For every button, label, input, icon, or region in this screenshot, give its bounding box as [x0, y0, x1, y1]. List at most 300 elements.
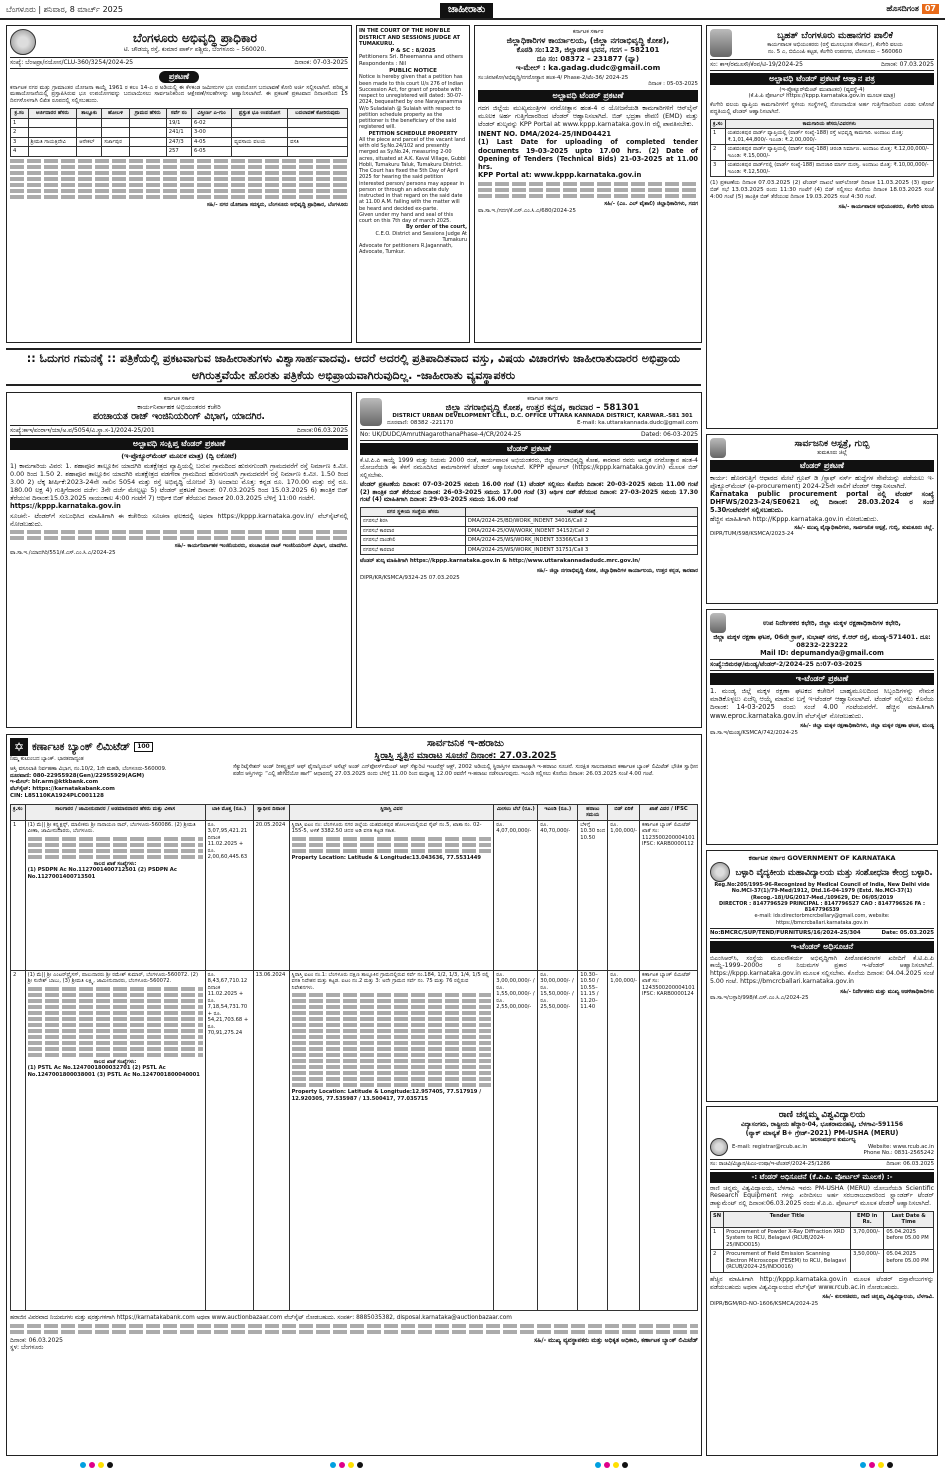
table-cell: Procurement of Field Emission Scanning Electron Microscope (FESEM) to RCU, Belagavi (RCUB/2024-25/INDO016): [724, 1250, 851, 1273]
karwar-date: Dated: 06-03-2025: [641, 431, 698, 439]
court-petitioners: Petitioners Sri. Bheemanna and others: [359, 54, 464, 60]
bmcrc-notice-label: ಇ-ಟೆಂಡರ್ ಅಧಿಸೂಚನೆ: [710, 941, 934, 953]
court-schedule-title: PETITION SCHEDULE PROPERTY: [368, 130, 458, 137]
table-cell: ವ್ಯವಸಾಯ ವಲಯ: [232, 137, 288, 147]
karwar-masthead: [360, 396, 698, 427]
table-cell: ವಸತಿ: [288, 137, 348, 147]
bbmp-address: ನಂ. 5 ಎ, ಬಿಬಿಎಂಪಿ ಕಟ್ಟಡ, ಕೆಂಗೇರಿ ಉಪನಗರ, ಬೆಂಗಳೂರು – 560060: [767, 48, 903, 55]
table-cell: ನಗರಸಭೆ ದಾಂಡೇಲಿ: [361, 536, 466, 546]
court-given: Given under my hand and seal of this court on this 7th day of march 2025.: [359, 211, 454, 225]
yadgir-portal: https://kppp.karnataka.gov.in: [10, 502, 121, 511]
bmcrc-ref: No:BMCRC/SUP/TEND/FURNITURS/16/2024-25/304: [710, 929, 861, 936]
bmcrc-reg: Reg.No:205/1995-96-Recognized by Medical Council of India, New Delhi vide No.MCI-37(1)/79-Med/1912, Dtd.16-04-1979 (Estd. No.MCI-37(1)(Recog.-18)/UG/2017-Med./109629, Dt: 06/05/2019: [714, 882, 930, 901]
karnataka-emblem-icon: [360, 398, 382, 426]
bank-date: ದಿನಾಂಕ: 06.03.2025: [10, 1336, 63, 1344]
table-cell: 3-00: [192, 128, 232, 138]
bank-row-property-cell: [289, 970, 494, 1310]
bank-row-possession: 20.05.2024: [253, 820, 289, 970]
karwar-phone: ದೂರವಾಣಿ: 08382 -221170: [387, 420, 454, 427]
print-registration-marks-left: [80, 1462, 113, 1468]
mandya-ref: ಸಂಖ್ಯೆ:ಜಿಮರಘ/ಮಂಡ್ಯ/ಟೆಂಡರ್-2/2024-25 ದಿ:07-03-2025: [710, 659, 934, 671]
rcub-address: ವಿದ್ಯಾಸಂಗಮ, ರಾಷ್ಟ್ರೀಯ ಹೆದ್ದಾರಿ-04, ಭೂತರಾಮನಹಟ್ಟಿ, ಬೆಳಗಾವಿ-591156: [740, 1121, 904, 1129]
table-cell: [232, 128, 288, 138]
court-advocate: Advocate for petitioners R.Jagannath, Advocate, Tumkur.: [359, 243, 453, 256]
bank-address: ಆಸ್ತಿ ವಸೂಲಾತಿ ನಿರ್ವಹಣಾ ವಿಭಾಗ, ನಂ.10/2, 1ನೇ ಮಹಡಿ, ಬೆಂಗಳೂರು-560009.: [10, 765, 167, 772]
header-section-label: ಜಾಹೀರಾತು: [440, 3, 493, 18]
bda-th: ಬದಲಾವಣೆ ಕೋರಿರುವುದು: [288, 109, 348, 119]
karwar-links: ಟೆಂಡರ್ ಶುಲ್ಕ ಮಾಹಿತಿಗಾಗಿ https://kppp.karnataka.gov.in & http://www.uttarakannadadudc.mrc.gov.in/: [360, 558, 641, 565]
table-cell: [77, 147, 102, 157]
rcub-date: ದಿನಾಂಕ: 06.03.2025: [886, 1161, 934, 1168]
bank-row-borrower-cell: [25, 970, 205, 1310]
table-cell: 05.04.2025 before 05.00 PM: [884, 1250, 934, 1273]
bank-th: ಖಾತೆ ವಿವರ / IFSC: [640, 804, 698, 820]
bda-masthead: [10, 29, 348, 55]
table-cell: 05.04.2025 before 05.00 PM: [884, 1227, 934, 1250]
rcub-naac: (ನ್ಯಾಕ್ ಮಾನ್ಯತೆ B+ ಗ್ರೇಡ್-2021) PM-USHA (MERU): [745, 1128, 899, 1137]
rcub-footer: ಸಹಿ/- ಕುಲಸಚಿವರು, ರಾಣಿ ಚನ್ನಮ್ಮ ವಿಶ್ವವಿದ್ಯಾಲಯ, ಬೆಳಗಾವಿ.: [822, 1294, 934, 1301]
karwar-ref-line: [360, 429, 698, 441]
bda-th: ಅರ್ಜಿದಾರರ ಹೆಸರು: [28, 109, 77, 119]
table-row: [11, 820, 698, 970]
table-cell: [102, 118, 129, 128]
bbmp-th: ಕಾಮಗಾರಿಯ ಹೆಸರು/ವಿವರಗಳು: [725, 119, 933, 129]
karwar-contact-line: [387, 420, 698, 427]
table-cell: 257: [166, 147, 191, 157]
court-schedule: All the piece and parcel of the vacant land with old Sy.No.24/102 and presently merged as Sy.No.24, measuring 2-00 acres, situated at A.K. Kaval Village, Gubbi Hobli, Tumakuru Taluk, Tumakuru District.: [359, 136, 466, 168]
bank-row-accounts: (1) PSDPN Ac No.1127001400712501 (2) PSDPN Ac No.1127001400713501: [27, 867, 177, 880]
bmcrc-body: ಬಿಎಂಸಿಆರ್‌ಸಿ, ಸಂಸ್ಥೆಯ ಮೂಲಸೌಕರ್ಯ ಅಭಿವೃದ್ಧಿಗಾಗಿ ಪೀಠೋಪಕರಣಗಳ ಖರೀದಿಗೆ ಕೆ.ಟಿ.ಪಿ.ಪಿ ಕಾಯ್ದೆ-1999–2000ರ ರ ನಿಯಮಗಳ ಪ್ರಕಾರ ಇ-ಟೆಂಡರ್ ಆಹ್ವಾನಿಸಲಾಗಿದೆ. https://kppp.karnataka.gov.in ಮೂಲಕ ಸಲ್ಲಿಸಬೇಕು. ಕೊನೆಯ ದಿನಾಂಕ: 04.04.2025 ಸಂಜೆ 5.00 ಗಂಟೆ. https://bmcrcballari.karnataka.gov.in: [710, 954, 934, 985]
bda-th: ಹೋಬಳಿ: [102, 109, 129, 119]
bank-row-increment: ರೂ. 1,00,000/-: [608, 820, 640, 970]
table-cell: Procurement of Powder X-Ray Diffraction XRD System to RCU, Belagavi (RCUB/2024-25/INDO015): [724, 1227, 851, 1250]
rcub-ref: ಸಂ: ರಾಚವಿ/ವಿಜ್ಞಾನ/ಪಿಎಂ-ಉಷಾ/ಇ-ಟೆಂಡರ್/2024-25/1286: [710, 1161, 831, 1168]
bank-row-accounts-label: ಸಾಲದ ಖಾತೆ ಸಂಖ್ಯೆಗಳು:: [93, 860, 137, 867]
masthead-name: ಹೊಸದಿಗಂತ: [886, 4, 919, 13]
court-sign: C.E.O. District and Sessions Judge At Tumakuru: [375, 230, 467, 243]
bda-th: ಗ್ರಾಮದ ಹೆಸರು: [129, 109, 166, 119]
gubbi-title: ಸಾರ್ವಜನಿಕ ಆಸ್ಪತ್ರೆ, ಗುಬ್ಬಿ: [794, 439, 870, 449]
table-cell: [28, 128, 77, 138]
bank-th: ಹರಾಜು ಸಮಯ: [578, 804, 608, 820]
table-cell: ಆನೇಕಲ್: [77, 137, 102, 147]
bda-th: ಸರ್ವೆ ನಂ: [166, 109, 191, 119]
rcub-phone: Phone No.: 0831-2565242: [863, 1150, 934, 1157]
karwar-notice: [356, 392, 702, 728]
print-registration-marks-right: [860, 1462, 893, 1468]
bank-place: ಸ್ಥಳ: ಬೆಂಗಳೂರು: [10, 1344, 44, 1352]
print-dot-icon: [330, 1462, 336, 1468]
page-number: 07: [922, 4, 939, 14]
yadgir-gov: ಕರ್ನಾಟಕ ಸರ್ಕಾರ: [163, 396, 195, 402]
print-dot-icon: [595, 1462, 601, 1468]
print-dot-icon: [339, 1462, 345, 1468]
bank-row-accounts-label: ಸಾಲದ ಖಾತೆ ಸಂಖ್ಯೆಗಳು:: [93, 1058, 137, 1065]
bank-row-account: ಕರ್ಣಾಟಕ ಬ್ಯಾಂಕ್ ಲಿಮಿಟೆಡ್ ಖಾತೆ ಸಂ: 1243500200004101 IFSC: KARB0000124: [640, 970, 698, 1310]
table-row: [711, 1250, 934, 1273]
bank-row-borrower-cell: [25, 820, 205, 970]
print-dot-icon: [860, 1462, 866, 1468]
bank-phone: ದೂರವಾಣಿ: 080-22955928(Gen)/22955929(AGM): [10, 772, 145, 779]
bank-row-property: ಸ್ಥಿರಾಸ್ತಿ ಐಟಂ ನಂ.1: ಬೆಂಗಳೂರು ದಕ್ಷಿಣ ತಾಲ್ಲೂಕಿನ ಗ್ರಾಮದಲ್ಲಿರುವ ಸರ್ವೆ ನಂ.184, 1/2, 1/3, 1/4, 1/5 ರಲ್ಲಿ ವಸತಿ ನಿವೇಶನ ಮತ್ತು ಕಟ್ಟಡ. ಐಟಂ ನಂ.2 ಮತ್ತು 3: ಅದೇ ಗ್ರಾಮದ ಸರ್ವೆ ನಂ. 75 ಮತ್ತು 76 ರಲ್ಲಿರುವ ನಿವೇಶನಗಳು.: [291, 971, 489, 991]
gubbi-portal: Karnataka public procurement portal ನಲ್ಲಿ ಟೆಂಡರ್ ಸಂಖ್ಯೆ DHFWS/2023-24/SE0621 ರಲ್ಲಿ ದಿನಾಂಕ: 28.03.2024 ರ ಸಂಜೆ 5.30ಗಂಟೆವರೆಗೆ ಸಲ್ಲಿಸಬಹುದು.: [710, 490, 934, 515]
yadgir-note: ಸೂಚನೆ:- ಟೆಂಡರ್‌ಗೆ ಸಂಬಂಧಿಸಿದ ಮಾಹಿತಿಗಾಗಿ ಈ ಕಚೇರಿಯ ಸೂಚನಾ ಫಲಕದಲ್ಲಿ ಅಥವಾ https://kppp.karnataka.gov.in/ ವೆಬ್‌ಸೈಟ್‌ನಲ್ಲಿ ನೋಡಬಹುದು.: [10, 512, 348, 529]
yadgir-date: ದಿನಾಂಕ:06.03.2025: [296, 426, 348, 434]
table-cell: [28, 118, 77, 128]
rcub-th: Tender Title: [724, 1211, 851, 1227]
gubbi-footer: ಸಹಿ/- ಮುಖ್ಯ ವೈದ್ಯಾಧಿಕಾರಿಗಳು, ಸಾರ್ವಜನಿಕ ಆಸ್ಪತ್ರೆ, ಗುಬ್ಬಿ, ತುಮಕೂರು ಜಿಲ್ಲೆ.: [794, 524, 934, 531]
gubbi-notice: [706, 434, 938, 604]
bbmp-emblem-icon: [710, 29, 732, 57]
court-heading: IN THE COURT OF THE HON'BLE DISTRICT AND SESSIONS JUDGE AT TUMAKURU.: [359, 28, 461, 47]
bbmp-table: [710, 119, 934, 178]
bda-logo-icon: [10, 29, 36, 55]
bmcrc-footer: ಸಹಿ/- ನಿರ್ದೇಶಕರು ಮತ್ತು ಮುಖ್ಯ ಆಡಳಿತಾಧಿಕಾರಿಗಳು: [840, 988, 934, 995]
print-dot-icon: [98, 1462, 104, 1468]
gadag-dipr: ವಾ.ಸಾ.ಇ./ಗದಗ/ಕೆ.ಎಸ್.ಎಂ.ಸಿ.ಎ/680/2024-25: [478, 207, 576, 214]
yadgir-notice: [6, 392, 352, 728]
bank-auction-sub: ಸ್ಥಿರಾಸ್ತಿ ಸ್ವತ್ತಿನ ಮಾರಾಟ ಸೂಚನೆ ದಿನಾಂಕ: 27.03.2025: [374, 750, 557, 761]
bank-row-account: ಕರ್ಣಾಟಕ ಬ್ಯಾಂಕ್ ಲಿಮಿಟೆಡ್ ಖಾತೆ ಸಂ: 1123500200004101 IFSC: KARB0000112: [640, 820, 698, 970]
table-row: [711, 1227, 934, 1250]
court-case-no: P & SC : 8/2025: [390, 47, 436, 54]
court-hearing: The Court has fixed the 5th Day of April 2025 for hearing the said petition interested person/ persons may appear in person or through an advocate duly instructed in that regard on the said date at 11.00 A.M. failing with the matter will be heard and decided ex-parte.: [359, 168, 465, 212]
table-cell: 4-05: [192, 137, 232, 147]
bbmp-ref-line: [710, 59, 934, 71]
bbmp-ref: ಸಂ: ಕಾಇ/ರಮೂಸೌ/ಕೆಂವ/ಟಿ-19/2024-25: [710, 61, 803, 68]
bank-sign: ಸಹಿ/- ಮುಖ್ಯ ವ್ಯವಸ್ಥಾಪಕರು ಮತ್ತು ಅಧಿಕೃತ ಅಧಿಕಾರಿ, ಕರ್ಣಾಟಕ ಬ್ಯಾಂಕ್ ಲಿಮಿಟೆಡ್: [534, 1336, 698, 1344]
table-cell: [232, 147, 288, 157]
table-row: [361, 526, 698, 536]
print-registration-marks-mid: [595, 1462, 628, 1468]
table-cell: ಯಶವಂತಪುರ ವಾರ್ಡ್ ವ್ಯಾಪ್ತಿಯಲ್ಲಿ (ವಾರ್ಡ್ ಸಂಖ್ಯೆ-188) ಚರಂಡಿ ನಿರ್ಮಾಣ. ಅಂದಾಜು ಮೊತ್ತ: ₹.12,00,000/- ಇಎಂಡಿ: ₹.15,000/-: [725, 145, 933, 161]
court-notice: [356, 25, 470, 343]
bbmp-table-header: [711, 119, 934, 129]
bank-row-property: ಸ್ಥಿರಾಸ್ತಿ ಐಟಂ ನಂ: ಬೆಂಗಳೂರು ನಗರ ಜಿಲ್ಲೆಯ ಯಶವಂತಪುರ ಹೋಬಳಿಯಲ್ಲಿರುವ ಸೈಟ್ ನಂ.5, ಖಾತಾ ನಂ. 02-155-5, ಅಳತೆ 3382.50 ಚದರ ಅಡಿ ವಸತಿ ಕಟ್ಟಡ ಸಹಿತ.: [291, 821, 482, 834]
bda-date: ದಿನಾಂಕ: 07-03-2025: [294, 59, 348, 66]
table-cell: [129, 128, 166, 138]
yadgir-sub: (ಇ-ಪ್ರೊಕ್ಯೂರ್‌ಮೆಂಟ್ ಮೂಲಕ ಮಾತ್ರ) (ದ್ವಿ ಲಕೋಟೆ): [121, 452, 237, 461]
karwar-notice-label: ಟೆಂಡರ್ ಪ್ರಕಟಣೆ: [360, 443, 698, 455]
print-dot-icon: [878, 1462, 884, 1468]
bank-intro: ಸೆಕ್ಯುರಿಟೈಸೇಶನ್ ಅಂಡ್ ರೀಕನ್ಸ್ಟ್ರಕ್ಷನ್ ಆಫ್ ಫೈನಾನ್ಶಿಯಲ್ ಅಸೆಟ್ಸ್ ಅಂಡ್ ಎನ್‌ಫೋರ್ಸ್‌ಮೆಂಟ್ ಆಫ್ ಸೆಕ್ಯುರಿಟಿ ಇಂಟರೆಸ್ಟ್ ಆಕ್ಟ್, 2002 ಅಡಿಯಲ್ಲಿ ಸ್ಥಿರಾಸ್ತಿಗಳ ಮಾರಾಟಕ್ಕಾಗಿ ಇ-ಹರಾಜು ಸೂಚನೆ. ಸುರಕ್ಷಿತ ಸಾಲದಾತರಾದ ಕರ್ಣಾಟಕ ಬ್ಯಾಂಕ್ ಲಿಮಿಟೆಡ್ ಭೌತಿಕ ಸ್ವಾಧೀನ ಪಡೆದ ಆಸ್ತಿಗಳನ್ನು “ಎಲ್ಲಿ ಹೇಗಿದೆಯೋ ಹಾಗೆ” ಆಧಾರದಲ್ಲಿ 27.03.2025 ರಂದು ಬೆಳಿಗ್ಗೆ 11.00 ರಿಂದ ಮಧ್ಯಾಹ್ನ 12.00 ರವರೆಗೆ ಇ-ಹರಾಜು ನಡೆಸಲಾಗುವುದು. ಇಎಂಡಿ ಸಲ್ಲಿಸಲು ಕೊನೆಯ ದಿನಾಂಕ: 26.03.2025 ಸಂಜೆ 4.00 ಗಂಟೆ.: [233, 763, 698, 777]
karwar-th: ಇಂಡೆಂಟ್ ಸಂಖ್ಯೆ: [465, 507, 697, 517]
table-cell: ನಗರಸಭೆ ಶಿರಸಿ: [361, 517, 466, 527]
mandya-emblem-icon: [710, 613, 726, 633]
rcub-th: EMD in Rs.: [851, 1211, 884, 1227]
table-cell: DMA/2024-25/WS/WORK_INDENT 31751/Call 3: [465, 545, 697, 555]
karwar-footer: ಸಹಿ/- ಜಿಲ್ಲಾ ನಗರಾಭಿವೃದ್ಧಿ ಕೋಶ, ಜಿಲ್ಲಾಧಿಕಾರಿಗಳ ಕಾರ್ಯಾಲಯ, ಉತ್ತರ ಕನ್ನಡ, ಕಾರವಾರ: [536, 567, 698, 574]
bbmp-body: ಕೆಂಗೇರಿ ವಲಯ ವ್ಯಾಪ್ತಿಯ ಕಾಮಗಾರಿಗಳಿಗೆ ಸ್ಥಳೀಯ ಸಂಸ್ಥೆಗಳಲ್ಲಿ ನೋಂದಾಯಿತ ಅರ್ಹ ಗುತ್ತಿಗೆದಾರರಿಂದ ಎರಡು ಲಕೋಟೆ ಪದ್ಧತಿಯಲ್ಲಿ ಟೆಂಡರ್ ಆಹ್ವಾನಿಸಲಾಗಿದೆ.: [710, 102, 934, 115]
print-dot-icon: [357, 1462, 363, 1468]
bda-notice-label: ಪ್ರಕಟಣೆ: [159, 71, 199, 83]
table-cell: 1: [711, 1227, 724, 1250]
bank-tag: ನಿಮ್ಮ ಕುಟುಂಬದ ಬ್ಯಾಂಕ್. ಭಾರತದಾದ್ಯಂತ: [10, 756, 84, 762]
table-cell: 6-02: [192, 118, 232, 128]
table-cell: 1: [711, 129, 726, 145]
table-row: [711, 129, 934, 145]
gadag-notice-label: ಅಲ್ಪಾವಧಿ ಟೆಂಡರ್ ಪ್ರಕಟಣೆ: [478, 90, 698, 102]
bda-address: ಟಿ. ಚೌಡಯ್ಯ ರಸ್ತೆ, ಕುಮಾರ ಪಾರ್ಕ್ ಪಶ್ಚಿಮ, ಬೆಂಗಳೂರು – 560020.: [123, 45, 267, 53]
bank-row-reserve: ರೂ. 3,00,00,000/- / ರೂ. 1,55,00,000/- / ರೂ. 2,55,00,000/-: [494, 970, 538, 1310]
bbmp-notice-label: ಅಲ್ಪಾವಧಿ ಟೆಂಡರ್ ಪ್ರಕಟಣೆ ಆಹ್ವಾನ ಪತ್ರ: [710, 73, 934, 85]
print-dot-icon: [107, 1462, 113, 1468]
bmcrc-title: ಬಳ್ಳಾರಿ ವೈದ್ಯಕೀಯ ಮಹಾವಿದ್ಯಾಲಯ ಮತ್ತು ಸಂಶೋಧನಾ ಕೇಂದ್ರ ಬಳ್ಳಾರಿ.: [735, 866, 933, 877]
table-row: [711, 161, 934, 177]
table-cell: [129, 118, 166, 128]
mandya-masthead: [710, 613, 934, 633]
rcub-dipr: DIPR/BGM/RO-NO-1606/KSMCA/2024-25: [710, 1301, 819, 1308]
bank-row-latlong: Property Location: Latitude & Longitude:12.957405, 77.517919 / 12.920305, 77.535987 / 13.500417, 77.035715: [291, 1089, 482, 1102]
table-row: [11, 970, 698, 1310]
bank-footer-note: ಹರಾಜಿನ ವಿವರವಾದ ನಿಯಮಗಳು ಮತ್ತು ಷರತ್ತುಗಳಿಗಾಗಿ https://karnatakabank.com ಅಥವಾ www.auctionbazaar.com ವೆಬ್‌ಸೈಟ್ ನೋಡಬಹುದು. ಸಂಪರ್ಕ: 8885035382, disposal.karnataka@auctionbazaar.com: [10, 1314, 512, 1321]
bda-th: ತಾಲ್ಲೂಕು: [77, 109, 102, 119]
yadgir-dipr: ವಾ.ಸಾ.ಇ./ಯಾದಗಿರಿ/551/ಕೆ.ಎಸ್.ಎಂ.ಸಿ.ಎ/2024-25: [10, 550, 116, 557]
table-cell: 3: [711, 161, 726, 177]
bda-title: ಬೆಂಗಳೂರು ಅಭಿವೃದ್ಧಿ ಪ್ರಾಧಿಕಾರ: [133, 30, 257, 45]
mandya-notice: [706, 609, 938, 845]
bank-row-dues: ರೂ. 8,43,67,710.12 ದಿನಾಂಕ 11.02.2025 + ರೂ. 7,18,54,731.70 + ರೂ. 54,21,703.68 + ರೂ. 70,91,275.24: [205, 970, 253, 1310]
bank-masthead: [10, 738, 698, 800]
rcub-ref-line: [710, 1159, 934, 1170]
rcub-portal: ಹೆಚ್ಚಿನ ಮಾಹಿತಿಗಾಗಿ http://kppp.karnataka.gov.in ಮೂಲಕ ಟೆಂಡರ್ ದಸ್ತಾವೇಜುಗಳನ್ನು ಪಡೆಯಬಹುದು ಅಥವಾ ವಿಶ್ವವಿದ್ಯಾಲಯದ ವೆಬ್‌ಸೈಟ್ www.rcub.ac.in ನೋಡಬಹುದು.: [710, 1275, 934, 1291]
gubbi-website: ಹೆಚ್ಚಿನ ಮಾಹಿತಿಗಾಗಿ http://Kppp.karnataka.gov.in ನೋಡಬಹುದು.: [710, 514, 879, 523]
bmcrc-ref-line: [710, 928, 934, 939]
rcub-body: ರಾಣಿ ಚನ್ನಮ್ಮ ವಿಶ್ವವಿದ್ಯಾಲಯ, ಬೆಳಗಾವಿ ಇವರು PM-USHA (MERU) ಯೋಜನೆಯಡಿ Scientific Research Equipment ಗಳನ್ನು ಖರೀದಿಸಲು ಅರ್ಹ ಸರಬರಾಜುದಾರರಿಂದ ಸ್ಟ್ಯಾಂಡರ್ಡ್ ಟೆಂಡರ್ ಡಾಕ್ಯುಮೆಂಟ್ ನಲ್ಲಿ ದಿನಾಂಕ:06.03.2025 ರಂದು ಕೆ.ಪಿ.ಪಿ. ಪೋರ್ಟಲ್ ಮೂಲಕ ಟೆಂಡರ್ ಆಹ್ವಾನಿಸಲಾಗಿದೆ.: [710, 1184, 934, 1208]
gadag-dates: (1) Last Date for uploading of completed tender documents 19-03-2025 upto 17.00 hrs. (2) Date of Opening of Tenders (Technical Bids) 21-03-2025 at 11.00 hrs.: [478, 138, 698, 172]
bbmp-notice: [706, 25, 938, 429]
karwar-title: ಜಿಲ್ಲಾ ನಗರಾಭಿವೃದ್ಧಿ ಕೋಶ, ಉತ್ತರ ಕನ್ನಡ, ಕಾರವಾರ – 581301: [445, 402, 640, 413]
bmcrc-logo-icon: [710, 862, 730, 882]
gadag-notice: [474, 25, 702, 343]
bank-row-time: ಬೆಳಿಗ್ಗೆ 10.30 ರಿಂದ 10.50: [578, 820, 608, 970]
bank-row-borrower: (1) ಮೆ|| ಶ್ರೀ ಕನ್ಸ್ಟ್ರಕ್ಷನ್ಸ್, ಮಾಲೀಕರು ಶ್ರೀ ನಾರಾಯಣ ರಾವ್, ಬೆಂಗಳೂರು-560086. (2) ಶ್ರೀಮತಿ ವೀಣಾ, ಜಾಮೀನುದಾರರು, ಬೆಂಗಳೂರು.: [27, 821, 196, 834]
table-cell: [28, 147, 77, 157]
header-dateline: ಬೆಂಗಳೂರು | ಶನಿವಾರ, 8 ಮಾರ್ಚ್ 2025: [6, 5, 123, 14]
table-row: [361, 536, 698, 546]
bank-row-borrower: (1) ಮೆ|| ಶ್ರೀ ಎಂಟರ್‌ಪ್ರೈಸಸ್, ಪಾಲುದಾರರು ಶ್ರೀ ರಮೇಶ್ ಕುಮಾರ್, ಬೆಂಗಳೂರು-560072. (2) ಶ್ರೀ ಸುರೇಶ್ ಬಾಬು, (3) ಶ್ರೀಮತಿ ಲಕ್ಷ್ಮಿ, ಜಾಮೀನುದಾರರು, ಬೆಂಗಳೂರು-560072.: [27, 971, 198, 984]
gadag-body: ಗದಗ ಜಿಲ್ಲೆಯ ಮುಖ್ಯಮಂತ್ರಿಗಳ ನಗರೋತ್ಥಾನ ಹಂತ-4 ರ ಯೋಜನೆಯಡಿ ಕಾಮಗಾರಿಗಳಿಗೆ ಆನ್‌ಲೈನ್ ಮೂಲಕ ಅರ್ಹ ಗುತ್ತಿಗೆದಾರರಿಂದ ಟೆಂಡರ್ ಆಹ್ವಾನಿಸಲಾಗಿದೆ. ಬಿಡ್ ಭದ್ರತಾ ಠೇವಣಿ (EMD) ಮತ್ತು ಟೆಂಡರ್ ಶುಲ್ಕವನ್ನು KPP Portal at www.kppp.karnataka.gov.in ರಲ್ಲಿ ಪಾವತಿಸಬೇಕು.: [478, 104, 698, 128]
bank-th: ಬಾಕಿ ಮೊತ್ತ (ರೂ.): [205, 804, 253, 820]
rcub-table-header: [711, 1211, 934, 1227]
table-cell: ಯಶವಂತಪುರ ವಾರ್ಡ್ ವ್ಯಾಪ್ತಿಯಲ್ಲಿ (ವಾರ್ಡ್ ಸಂಖ್ಯೆ-188) ರಸ್ತೆ ಅಭಿವೃದ್ಧಿ ಕಾಮಗಾರಿ. ಅಂದಾಜು ಮೊತ್ತ: ₹.1,01,44,800/- ಇಎಂಡಿ: ₹.2,00,000/-: [725, 129, 933, 145]
table-cell: 3,70,000/-: [851, 1227, 884, 1250]
court-body: Notice is hereby given that a petition has been made to this court U/s 276 of Indian Succession Act, for grant of probate with respect to unregistered will dated: 30-07-2024, bequeathed by one Narayanamma W/o Suladaiah @ Sulaiah with respect to petition schedule property as the petitioner is the beneficiary of the said registered will.: [359, 74, 464, 131]
bank-row-increment: ರೂ. 1,00,000/-: [608, 970, 640, 1310]
gubbi-masthead: [710, 438, 934, 458]
gadag-phone: ದೂ ಸಂ: 08372 – 231877 (ಫ್ಯಾ): [536, 54, 640, 63]
gubbi-district: ತುಮಕೂರು ಜಿಲ್ಲೆ: [817, 450, 847, 457]
gadag-gov: ಕರ್ನಾಟಕ ಸರ್ಕಾರ: [572, 29, 604, 35]
table-cell: ಸರ್ಜಾಪುರ: [102, 137, 129, 147]
rcub-title: ರಾಣಿ ಚನ್ನಮ್ಮ ವಿಶ್ವವಿದ್ಯಾಲಯ: [778, 1110, 866, 1120]
rcub-th: Last Date & Time: [884, 1211, 934, 1227]
table-row: [11, 118, 348, 128]
bank-row-property-cell: [289, 820, 494, 970]
bank-th: ಇಎಂಡಿ (ರೂ.): [538, 804, 578, 820]
mandya-address: ಜಿಲ್ಲಾ ಮಕ್ಕಳ ರಕ್ಷಣಾ ಘಟಕ, 06ನೇ ಕ್ರಾಸ್, ಸುಭಾಷ್ ನಗರ, ಕೆ.ಆರ್ ರಸ್ತೆ, ಮಂಡ್ಯ-571401. ದೂ: 08232-223222: [713, 633, 931, 649]
bbmp-masthead: [710, 29, 934, 57]
table-cell: 247/3: [166, 137, 191, 147]
bda-table-header: [11, 109, 348, 119]
table-row: [11, 137, 348, 147]
table-cell: [102, 147, 129, 157]
bank-auction-title: ಸಾರ್ವಜನಿಕ ಇ-ಹರಾಜು: [426, 738, 504, 749]
print-dot-icon: [604, 1462, 610, 1468]
print-dot-icon: [613, 1462, 619, 1468]
bank-name: ಕರ್ಣಾಟಕ ಬ್ಯಾಂಕ್ ಲಿಮಿಟೆಡ್: [32, 740, 131, 753]
rcub-logo-icon: [710, 1138, 728, 1156]
bda-footer: ಸಹಿ/- ನಗರ ಯೋಜನಾ ಸದಸ್ಯರು, ಬೆಂಗಳೂರು ಅಭಿವೃದ್ಧಿ ಪ್ರಾಧಿಕಾರ, ಬೆಂಗಳೂರು: [206, 201, 348, 208]
gadag-portal: KPP Portal at: www.kppp.karnataka.gov.in: [478, 171, 642, 180]
bbmp-portal: (ಕೆ.ಪಿ.ಪಿ ಪೋರ್ಟಲ್ https://kppp.karnataka.gov.in ಮೂಲಕ ಮಾತ್ರ): [748, 93, 896, 100]
bank-table: [10, 804, 698, 1311]
bank-th: ಕ್ರ.ಸಂ: [11, 804, 26, 820]
page-header: [0, 0, 945, 20]
rcub-email: E-mail: registrar@rcub.ac.in: [732, 1143, 808, 1150]
bank-table-header: [11, 804, 698, 820]
table-cell: DMA/2024-25/BD/WORK_INDENT 34016/Call 2: [465, 517, 697, 527]
bbmp-th: ಕ್ರ.ಸಂ: [711, 119, 726, 129]
court-order: By order of the court,: [405, 224, 467, 231]
table-cell: 2: [11, 128, 29, 138]
table-cell: 3,50,000/-: [851, 1250, 884, 1273]
reader-notice-banner: :: ಓದುಗರ ಗಮನಕ್ಕೆ :: ಪತ್ರಿಕೆಯಲ್ಲಿ ಪ್ರಕಟವಾಗುವ ಜಾಹೀರಾತುಗಳು ವಿಶ್ವಾಸಾರ್ಹವಾದವು. ಆದರೆ ಅದರಲ್ಲಿ ಪ್ರತಿಪಾದಿತವಾದ ವಸ್ತು, ವಿಷಯ ವಿಚಾರಗಳು ಜಾಹೀರಾತುದಾರರ ಅಭಿಪ್ರಾಯ ಆಗಿರುತ್ತವೆಯೇ ಹೊರತು ಪತ್ರಿಕೆಯ ಅಭಿಪ್ರಾಯವಾಗಿರುವುದಿಲ್ಲ. -ಜಾಹೀರಾತು ವ್ಯವಸ್ಥಾಪಕರು: [6, 348, 701, 386]
bda-ref: ಸಂಖ್ಯೆ: ಬೆಂಅಪ್ರಾ/ನಯೋನ/CLU-360/3254/2024-25: [10, 59, 134, 66]
mandya-footer: ಸಹಿ/- ಜಿಲ್ಲಾ ಮಕ್ಕಳ ರಕ್ಷಣಾಧಿಕಾರಿಗಳು, ಜಿಲ್ಲಾ ಮಕ್ಕಳ ರಕ್ಷಣಾ ಘಟಕ, ಮಂಡ್ಯ: [800, 722, 934, 729]
bbmp-title: ಬೃಹತ್ ಬೆಂಗಳೂರು ಮಹಾನಗರ ಪಾಲಿಕೆ: [777, 30, 893, 41]
bda-ref-line: [10, 57, 348, 69]
bmcrc-date: Date: 05.03.2025: [881, 929, 934, 936]
karnataka-bank-auction: [6, 734, 702, 1456]
rcub-masthead: [710, 1137, 934, 1157]
bmcrc-email: e-mail: ids:directorbmcrcbellary@gmail.com, website: https://bmcrcballari.karnataka.gov.in: [754, 913, 890, 926]
bda-notice: [6, 25, 352, 343]
table-cell: ಯಶವಂತಪುರ ವಾರ್ಡ್‌ನಲ್ಲಿ (ವಾರ್ಡ್ ಸಂಖ್ಯೆ-188) ಪಾದಚಾರಿ ಮಾರ್ಗ ದುರಸ್ತಿ. ಅಂದಾಜು ಮೊತ್ತ: ₹.10,00,000/- ಇಎಂಡಿ: ₹.12,500/-: [725, 161, 933, 177]
gadag-ref: ಸಂ:ಜಿನಅಕೋ/ಅಭಿವೃದ್ಧಿ/ನಗರೋತ್ಥಾನ ಹಂತ-4/ Phase-2/ಟೆಂ-36/ 2024-25: [478, 74, 629, 81]
bda-th: ಕ್ರ.ಸಂ: [11, 109, 29, 119]
bank-row-no: 2: [11, 970, 26, 1310]
gadag-date: ದಿನಾಂಕ : 05-03-2025: [648, 81, 698, 88]
rcub-tag: ಜಲಸಂವರ್ಧನ ಕುರ್ಮುಲ್ಯ: [810, 1136, 856, 1143]
bmcrc-masthead: [710, 862, 934, 882]
bmcrc-contacts: DIRECTOR : 8147796529 PRINCIPAL : 8147796527 CAO : 8147796526 FA : 8147796539: [718, 900, 926, 913]
bda-th: ಪ್ರಸ್ತುತ ಭೂ ಉಪಯೋಗ: [232, 109, 288, 119]
gubbi-dipr: DIPR/TUM/598/KSMCA/2023-24: [710, 531, 794, 538]
print-dot-icon: [348, 1462, 354, 1468]
rcub-notice-label: -: ಟೆಂಡರ್ ಅಧಿಸೂಚನೆ (ಕೆ.ಪಿ.ಪಿ. ಪೋರ್ಟಲ್ ಮೂಲಕ) :-: [710, 1172, 934, 1183]
karwar-dipr: DIPR/KR/KSMCA/9324-25 07.03.2025: [360, 574, 460, 581]
bmcrc-dipr: ವಾ.ಸಾ.ಇ/ಬಳ್ಳಾರಿ/998/ಕೆ.ಎಸ್.ಎಂ.ಸಿ.ಎ/2024-25: [710, 995, 809, 1002]
karwar-email: E-mail: ka.uttarakannada.dudc@gmail.com: [576, 420, 698, 427]
bmcrc-notice: [706, 850, 938, 1102]
mandya-dipr: ವಾ.ಸಾ.ಇ/ಮಂಡ್ಯ/KSMCA/742/2024-25: [710, 729, 798, 736]
print-dot-icon: [622, 1462, 628, 1468]
bbmp-office: ಕಾರ್ಯಪಾಲಕ ಅಭಿಯಂತರರು (ರಸ್ತೆ ಮೂಲಭೂತ ಸೌಕರ್ಯ), ಕೆಂಗೇರಿ ವಲಯ: [767, 41, 903, 48]
bank-cin: CIN: L85110KA1924PLC001128: [10, 792, 104, 799]
gubbi-body: ಕಾರ್ಯ: ಹೊರಗುತ್ತಿಗೆ ಆಧಾರದ ಮೇಲೆ ಗ್ರೂಪ್ ಡಿ /ಸ್ಟಾಫ್ ನರ್ಸ್ ಹುದ್ದೆಗಳ ಸೇವೆಯನ್ನು ಪಡೆಯಲು ಇ-ಪ್ರೊಕ್ಯೂರ್‌ಮೆಂಟ್ (e-procurement) 2024-25ನೇ ಸಾಲಿಗೆ ಟೆಂಡರ್ ಆಹ್ವಾನಿಸಲಾಗಿದೆ.: [710, 474, 934, 490]
rcub-table: [710, 1211, 934, 1273]
yadgir-title: ಪಂಚಾಯತ ರಾಜ್ ಇಂಜಿನಿಯರಿಂಗ್ ವಿಭಾಗ, ಯಾದಗಿರ.: [92, 410, 265, 422]
table-cell: [288, 147, 348, 157]
table-cell: 2: [711, 1250, 724, 1273]
court-notice-title: PUBLIC NOTICE: [389, 67, 437, 74]
print-dot-icon: [869, 1462, 875, 1468]
bank-th: ಬಿಡ್ ಏರಿಕೆ: [608, 804, 640, 820]
court-respondents: Respondents : Nil: [359, 60, 407, 67]
table-row: [361, 517, 698, 527]
bank-website: ವೆಬ್‌ಸೈಟ್: https://karnatakabank.com: [10, 786, 115, 792]
table-row: [711, 145, 934, 161]
table-cell: 241/1: [166, 128, 191, 138]
rcub-notice: [706, 1106, 938, 1456]
bank-row-accounts: (1) PSTL Ac No.1247001800032701 (2) PSTL Ac No.1247001800038001 (3) PSTL Ac No.1247001800040001: [27, 1065, 200, 1078]
table-cell: [129, 137, 166, 147]
table-cell: 2: [711, 145, 726, 161]
yadgir-ref: ಸಂಖ್ಯೆ:ಕಾಇ/ಪಂರಾಇ/ಯಾ/ಅ.ವ/5054/ವಿ.ಸ್ಥಾ.ಸ-1/2024-25/201: [10, 426, 155, 434]
bbmp-footer: ಸಹಿ/- ಕಾರ್ಯಪಾಲಕ ಅಭಿಯಂತರರು, ಕೆಂಗೇರಿ ವಲಯ: [838, 204, 934, 211]
table-cell: [288, 118, 348, 128]
yadgir-footer: ಸಹಿ/- ಕಾರ್ಯನಿರ್ವಾಹಕ ಇಂಜಿನಿಯರರು, ಪಂಚಾಯತ ರಾಜ್ ಇಂಜಿನಿಯರಿಂಗ್ ವಿಭಾಗ, ಯಾದಗಿರ.: [174, 543, 348, 550]
bank-centenary-badge: 100: [134, 742, 153, 752]
karwar-table-header: [361, 507, 698, 517]
karwar-schedule: ಟೆಂಡರ್ ಪ್ರಕಟಣೆಯ ದಿನಾಂಕ: 07-03-2025 ಸಮಯ 16.00 ಗಂಟೆ (1) ಟೆಂಡರ್ ಸಲ್ಲಿಸಲು ಕೊನೆಯ ದಿನಾಂಕ: 20-03-2025 ಸಮಯ 11.00 ಗಂಟೆ (2) ತಾಂತ್ರಿಕ ಬಿಡ್ ತೆರೆಯುವ ದಿನಾಂಕ: 26-03-2025 ಸಮಯ 17.00 ಗಂಟೆ (3) ಆರ್ಥಿಕ ಬಿಡ್ ತೆರೆಯುವ ದಿನಾಂಕ: 27-03-2025 ಸಮಯ 17.30 ಗಂಟೆ (4) ಮಾಹಿತಿಗಾಗಿ ದಿನಾಂಕ: 29-03-2025 ಸಮಯ 16.00 ಗಂಟೆ: [360, 481, 698, 504]
header-masthead: [886, 4, 939, 14]
bank-row-no: 1: [11, 820, 26, 970]
print-dot-icon: [80, 1462, 86, 1468]
bank-row-emd: ರೂ. 30,00,000/- / ರೂ. 15,50,000/- / ರೂ. 25,50,000/-: [538, 970, 578, 1310]
gadag-email: ಇ-ಮೇಲ್ : ka.gadag.dudc@gmail.com: [515, 63, 661, 73]
table-cell: [77, 128, 102, 138]
mandya-mail: Mail ID: depumandya@gmail.com: [760, 649, 884, 657]
karwar-th: ನಗರ ಸ್ಥಳೀಯ ಸಂಸ್ಥೆಯ ಹೆಸರು: [361, 507, 466, 517]
bank-sign-line: [10, 1337, 698, 1352]
bda-body: ಕರ್ನಾಟಕ ನಗರ ಮತ್ತು ಗ್ರಾಮಾಂತರ ಯೋಜನಾ ಕಾಯ್ದೆ 1961 ರ ಕಲಂ 14-ಎ ರ ಅಡಿಯಲ್ಲಿ ಈ ಕೆಳಕಂಡ ಜಮೀನುಗಳ ಭೂ ಉಪಯೋಗ ಬದಲಾವಣೆ ಕೋರಿ ಅರ್ಜಿ ಸಲ್ಲಿಸಲಾಗಿದೆ. ಪರಿಷ್ಕೃತ ಮಹಾಯೋಜನೆಯಲ್ಲಿ ಪ್ರಸ್ತಾಪಿಸಿರುವ ಭೂ ಉಪಯೋಗವನ್ನು ಬದಲಾಯಿಸಲು ಸಾರ್ವಜನಿಕರಿಂದ ಆಕ್ಷೇಪಣೆ/ಸಲಹೆಗಳನ್ನು ಆಹ್ವಾನಿಸಲಾಗಿದೆ. ಈ ಪ್ರಕಟಣೆ ಪ್ರಕಟವಾದ ದಿನಾಂಕದಿಂದ 15 ದಿನಗಳೊಳಗಾಗಿ ಲಿಖಿತ ರೂಪದಲ್ಲಿ ಸಲ್ಲಿಸಬಹುದು.: [10, 84, 348, 105]
gadag-title: ಜಿಲ್ಲಾಧಿಕಾರಿಗಳ ಕಾರ್ಯಾಲಯ, (ಜಿಲ್ಲಾ ನಗರಾಭಿವೃದ್ಧಿ ಕೋಶ),: [506, 35, 670, 45]
table-cell: DMA/2024-25/WS/WORK_INDENT 33366/Call 3: [465, 536, 697, 546]
karwar-table: [360, 507, 698, 556]
bank-email: ಇ-ಮೇಲ್: blr.arm@ktkbank.com: [10, 779, 99, 786]
karwar-title-en: DISTRICT URBAN DEVELOPMENT CELL, D.C. OFFICE UTTARA KANNADA DISTRICT, KARWAR.-581 301: [392, 413, 693, 420]
gadag-indent: INENT NO. DMA/2024-25/IND04421: [478, 130, 612, 138]
bbmp-sub: (ಇ-ಪ್ರೊಕ್ಯೂರ್‌ಮೆಂಟ್ ಮುಖಾಂತರ) (ವ್ಯವಸ್ಥೆ-4): [779, 86, 865, 93]
table-cell: 19/1: [166, 118, 191, 128]
table-row: [11, 128, 348, 138]
bank-th: ಸ್ಥಿರಾಸ್ತಿ ವಿವರ: [289, 804, 494, 820]
bda-table: [10, 108, 348, 157]
bbmp-date: ದಿನಾಂಕ: 07.03.2025: [881, 61, 934, 68]
table-cell: 4: [11, 147, 29, 157]
bank-th: ಸಾಲಗಾರರ / ಜಾಮೀನುದಾರರ / ಅಡಮಾನದಾರರ ಹೆಸರು ಮತ್ತು ವಿಳಾಸ: [25, 804, 205, 820]
bank-row-possession: 13.06.2024: [253, 970, 289, 1310]
bbmp-schedule: (1) ಪ್ರಕಟಣೆಯ ದಿನಾಂಕ 07.03.2025 (2) ಟೆಂಡರ್ ದಾಖಲೆ ಅಪ್‌ಲೋಡ್ ದಿನಾಂಕ 11.03.2025 (3) ಪೂರ್ವ ಬಿಡ್ ಸಭೆ 13.03.2025 ರಂದು 11:30 ಗಂಟೆಗೆ (4) ಬಿಡ್ ಸಲ್ಲಿಸಲು ಕೊನೆಯ ದಿನಾಂಕ 18.03.2025 ಸಂಜೆ 4:00 ಗಂಟೆ (5) ತಾಂತ್ರಿಕ ಬಿಡ್ ತೆರೆಯುವ ದಿನಾಂಕ 19.03.2025 ಸಂಜೆ 4:30 ಗಂಟೆ.: [710, 180, 934, 201]
bank-row-dues: ರೂ. 3,07,95,421.21 ದಿನಾಂಕ 11.02.2025 + ರೂ. 2,00,60,445.63: [205, 820, 253, 970]
yadgir-body: 1) ಕಾಮಗಾರಿಯ ವಿವರ: 1. ಶಹಾಪೂರ ತಾಲ್ಲೂಕಿನ ಯಾದಗಿರಿ ಮತಕ್ಷೇತ್ರದ ವ್ಯಾಪ್ತಿಯಲ್ಲಿ ಬರುವ ಗ್ರಾಮದಿಂದ ಹುರಸಗುಂಡಗಿ ಗ್ರಾಮದವರೆಗೆ ರಸ್ತೆ ನಿರ್ಮಾಣ ಕಿ.ಮೀ. 0.00 ರಿಂದ 1.50 2. ಶಹಾಪೂರ ತಾಲ್ಲೂಕಿನ ಯಾದಗಿರಿ ಮತಕ್ಷೇತ್ರದ ವಡಗೇರಾ ಗ್ರಾಮದಿಂದ ಹುರಸಗುಂಡಗಿ ಗ್ರಾಮದವರೆಗೆ ರಸ್ತೆ ನಿರ್ಮಾಣ ಕಿ.ಮೀ. 1.50 ರಿಂದ 3.00 2) ಲೆಕ್ಕ ಶೀರ್ಷಿಕೆ:2023-24ನೇ ಸಾಲಿನ 5054 ಮತ್ತು ರಸ್ತೆ ಅಭಿವೃದ್ಧಿ ಯೋಜನೆ 3) ಅಂದಾಜು ಮೊತ್ತ: ಕನ್ನಡ ರೂ. 170.00 ಮತ್ತು ರಸ್ತೆ ರೂ. 180.00 ಲಕ್ಷ 4) ಗುತ್ತಿಗೆದಾರರ ದರ್ಜೆ: 3ನೇ ದರ್ಜೆ ಮೇಲ್ಪಟ್ಟು 5) ಟೆಂಡರ್ ಪ್ರಕಟಣೆ ದಿನಾಂಕ: 07.03.2025 ರಿಂದ 15.03.2025 6) ತಾಂತ್ರಿಕ ಬಿಡ್ ತೆರೆಯುವ ದಿನಾಂಕ:15.03.2025 ಸಾಯಂಕಾಲ 4:00 ಗಂಟೆಗೆ 7) ಆರ್ಥಿಕ ಬಿಡ್ ತೆರೆಯುವ ದಿನಾಂಕ 20.03.2025 ಬೆಳಿಗ್ಗೆ 11:00 ಗಂಟೆಗೆ.: [10, 462, 348, 503]
table-cell: [288, 128, 348, 138]
table-cell: [232, 118, 288, 128]
print-dot-icon: [89, 1462, 95, 1468]
yadgir-notice-label: ಅಲ್ಪಾವಧಿ ಸಂಕ್ಷಿಪ್ತ ಟೆಂಡರ್ ಪ್ರಕಟಣೆ: [10, 438, 348, 450]
gubbi-emblem-icon: [710, 438, 726, 458]
rcub-contact-line: [732, 1144, 934, 1151]
table-cell: 6-05: [192, 147, 232, 157]
mandya-title: ಉಪ ನಿರ್ದೇಶಕರ ಕಛೇರಿ, ಜಿಲ್ಲಾ ಮಕ್ಕಳ ರಕ್ಷಣಾಧಿಕಾರಿಗಳ ಕಛೇರಿ,: [763, 618, 901, 627]
table-cell: ನಗರಸಭೆ ಕಾರವಾರ: [361, 545, 466, 555]
table-cell: ನಗರಸಭೆ ಕಾರವಾರ: [361, 526, 466, 536]
bank-star-logo-icon: ✡: [10, 738, 28, 756]
table-cell: 3: [11, 137, 29, 147]
table-cell: ಶ್ರೀಮತಿ ಗಾಯತ್ರಿದೇವಿ: [28, 137, 77, 147]
